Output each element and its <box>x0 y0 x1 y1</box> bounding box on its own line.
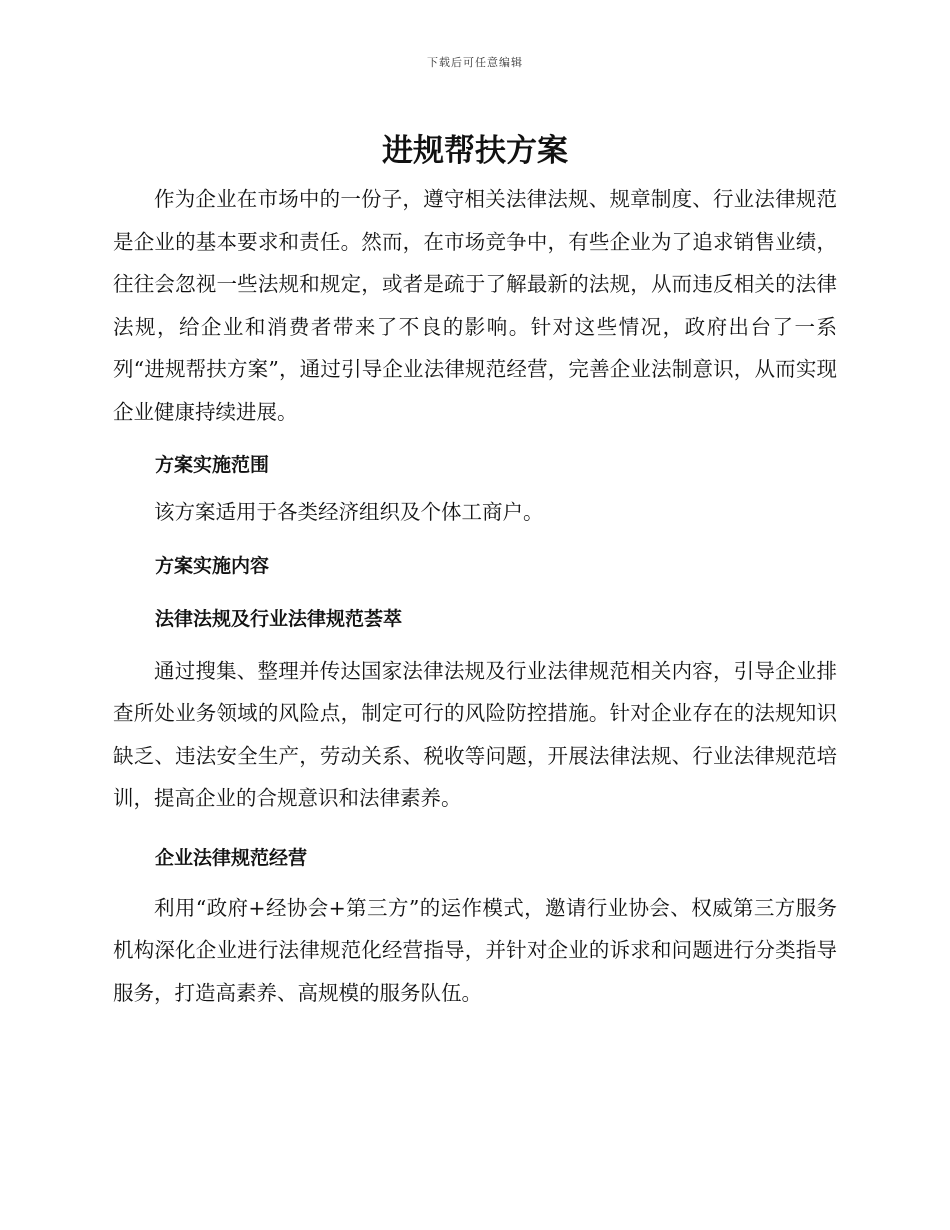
document-title: 进规帮扶方案 <box>382 133 568 169</box>
section-heading-regulations: 法律法规及行业法律规范荟萃 <box>155 607 403 630</box>
section-heading-scope: 方案实施范围 <box>155 454 270 476</box>
intro-paragraph: 作为企业在市场中的一份子，遵守相关法律法规、规章制度、行业法律规范是企业的基本要求和责任。然而，在市场竞争中，有些企业为了追求销售业绩，往往会忽视一些法规和规定，或者是疏于了解最新的法规，从而违反相关的法律法规，给企业和消费者带来了不良的影响。针对这些情况，政府出台了一系列“进规帮扶方案”，通过引导企业法律规范经营，完善企业法制意识，从而实现企业健康持续进展。 <box>113 187 837 424</box>
section-heading-content: 方案实施内容 <box>155 554 270 577</box>
section-heading-operation: 企业法律规范经营 <box>155 846 308 869</box>
section-body-regulations: 通过搜集、整理并传达国家法律法规及行业法律规范相关内容，引导企业排查所处业务领域的风险点，制定可行的风险防控措施。针对企业存在的法规知识缺乏、违法安全生产，劳动关系、税收等问题，开展法律法规、行业法律规范培训，提高企业的合规意识和法律素养。 <box>113 658 837 810</box>
header-note: 下载后可任意编辑 <box>427 56 523 69</box>
section-body-operation: 利用“政府+经协会+第三方”的运作模式，邀请行业协会、权威第三方服务机构深化企业进行法律规范化经营指导，并针对企业的诉求和问题进行分类指导服务，打造高素养、高规模的服务队伍。 <box>113 895 837 1005</box>
section-body-scope: 该方案适用于各类经济组织及个体工商户。 <box>154 500 544 524</box>
document-body <box>113 178 837 1014</box>
